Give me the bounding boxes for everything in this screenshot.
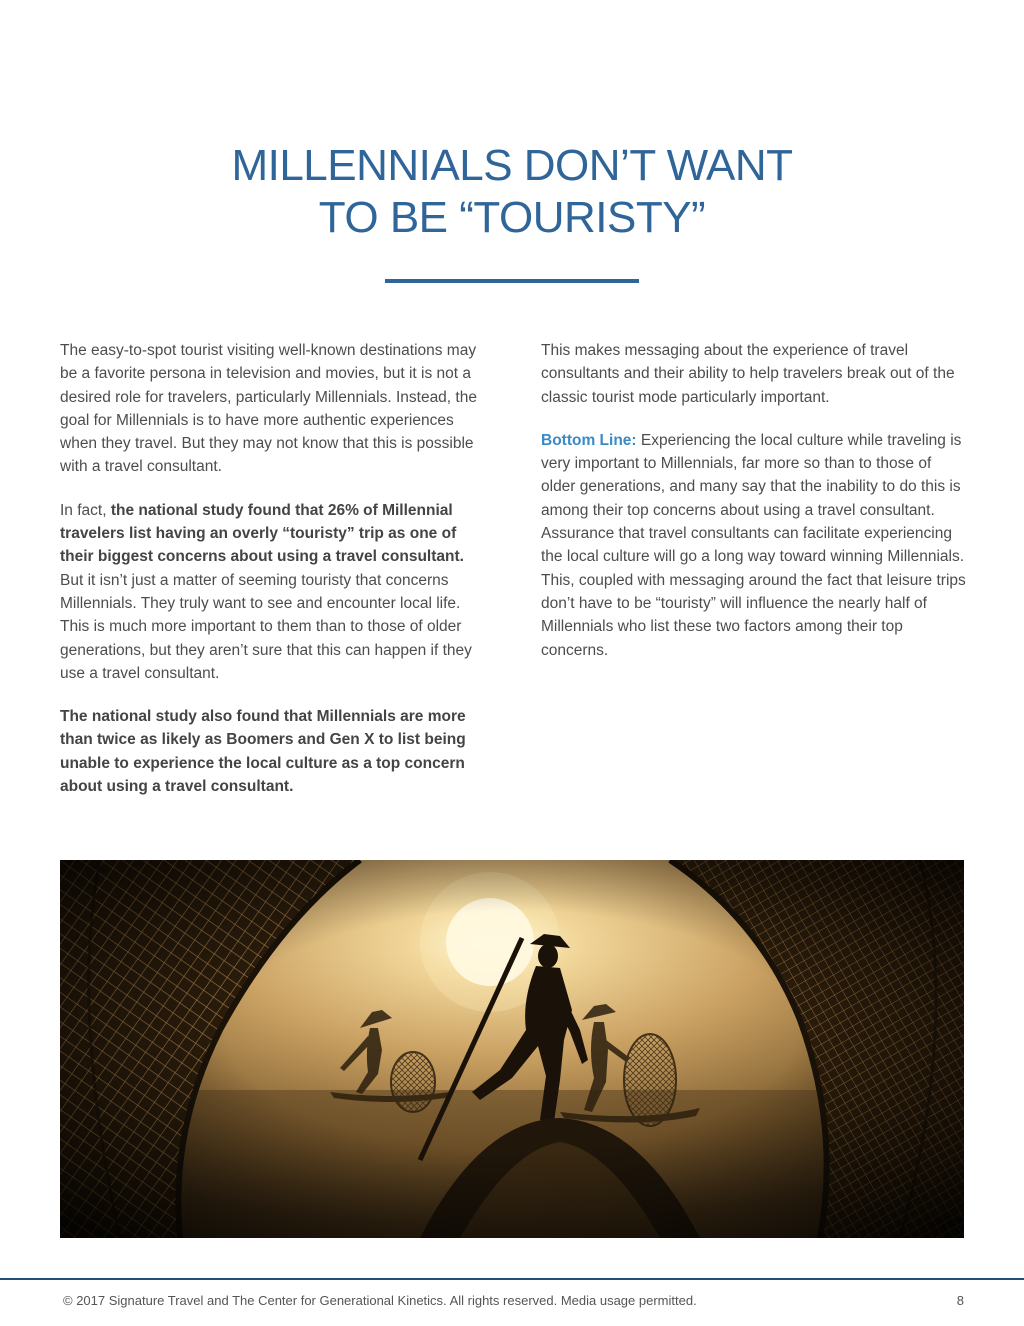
bottom-line-label: Bottom Line: xyxy=(541,431,637,449)
fishermen-illustration xyxy=(60,860,964,1238)
left-paragraph-2 xyxy=(60,499,485,685)
bottom-line-text: Experiencing the local culture while traveling is very important to Millennials, far more so than to those of older generations, and many say that the inability to do this is among their top concerns about using a travel consultant. Assurance that travel consultants can facilitate experiencing the local culture will go a long way toward winning Millennials. This, coupled with messaging around the fact that leisure trips don’t have to be “touristy” will influence the nearly half of Millennials who list these two factors among their top concerns. xyxy=(541,431,966,659)
left-paragraph-2-rest: But it isn’t just a matter of seeming touristy that concerns Millennials. They truly want to see and encounter local life. This is much more important to them than to those of older generations, but they aren’t sure that this can happen if they use a travel consultant. xyxy=(60,571,472,682)
left-column xyxy=(60,339,485,818)
page-title xyxy=(0,140,1024,244)
left-paragraph-1: The easy-to-spot tourist visiting well-known destinations may be a favorite persona in television and movies, but it is not a desired role for travelers, particularly Millennials. Instead, the goal for Millennials is to have more authentic experiences when they travel. But they may not know that this is possible with a travel consultant. xyxy=(60,342,477,476)
left-paragraph-3-bold: The national study also found that Millennials are more than twice as likely as Boomers and Gen X to list being unable to experience the local culture as a top concern about using a travel consultant. xyxy=(60,708,466,796)
right-paragraph-2 xyxy=(541,429,966,662)
page-title-line-2: TO BE “TOURISTY” xyxy=(318,193,706,242)
page-number: 8 xyxy=(956,1293,964,1308)
footer-copyright: © 2017 Signature Travel and The Center for Generational Kinetics. All rights reserved. Media usage permitted. xyxy=(63,1293,697,1308)
right-column xyxy=(541,339,966,682)
left-paragraph-2-lead: In fact, xyxy=(60,501,111,519)
left-paragraph-3 xyxy=(60,705,485,798)
footer-rule xyxy=(0,1278,1024,1280)
right-paragraph-1: This makes messaging about the experience of travel consultants and their ability to help travelers break out of the classic tourist mode particularly important. xyxy=(541,342,955,406)
title-underline xyxy=(385,279,639,283)
fishermen-photo xyxy=(60,860,964,1238)
page-title-line-1: MILLENNIALS DON’T WANT xyxy=(231,141,793,190)
left-paragraph-2-bold: the national study found that 26% of Millennial travelers list having an overly “touristy” trip as one of their biggest concerns about using a travel consultant. xyxy=(60,501,464,566)
